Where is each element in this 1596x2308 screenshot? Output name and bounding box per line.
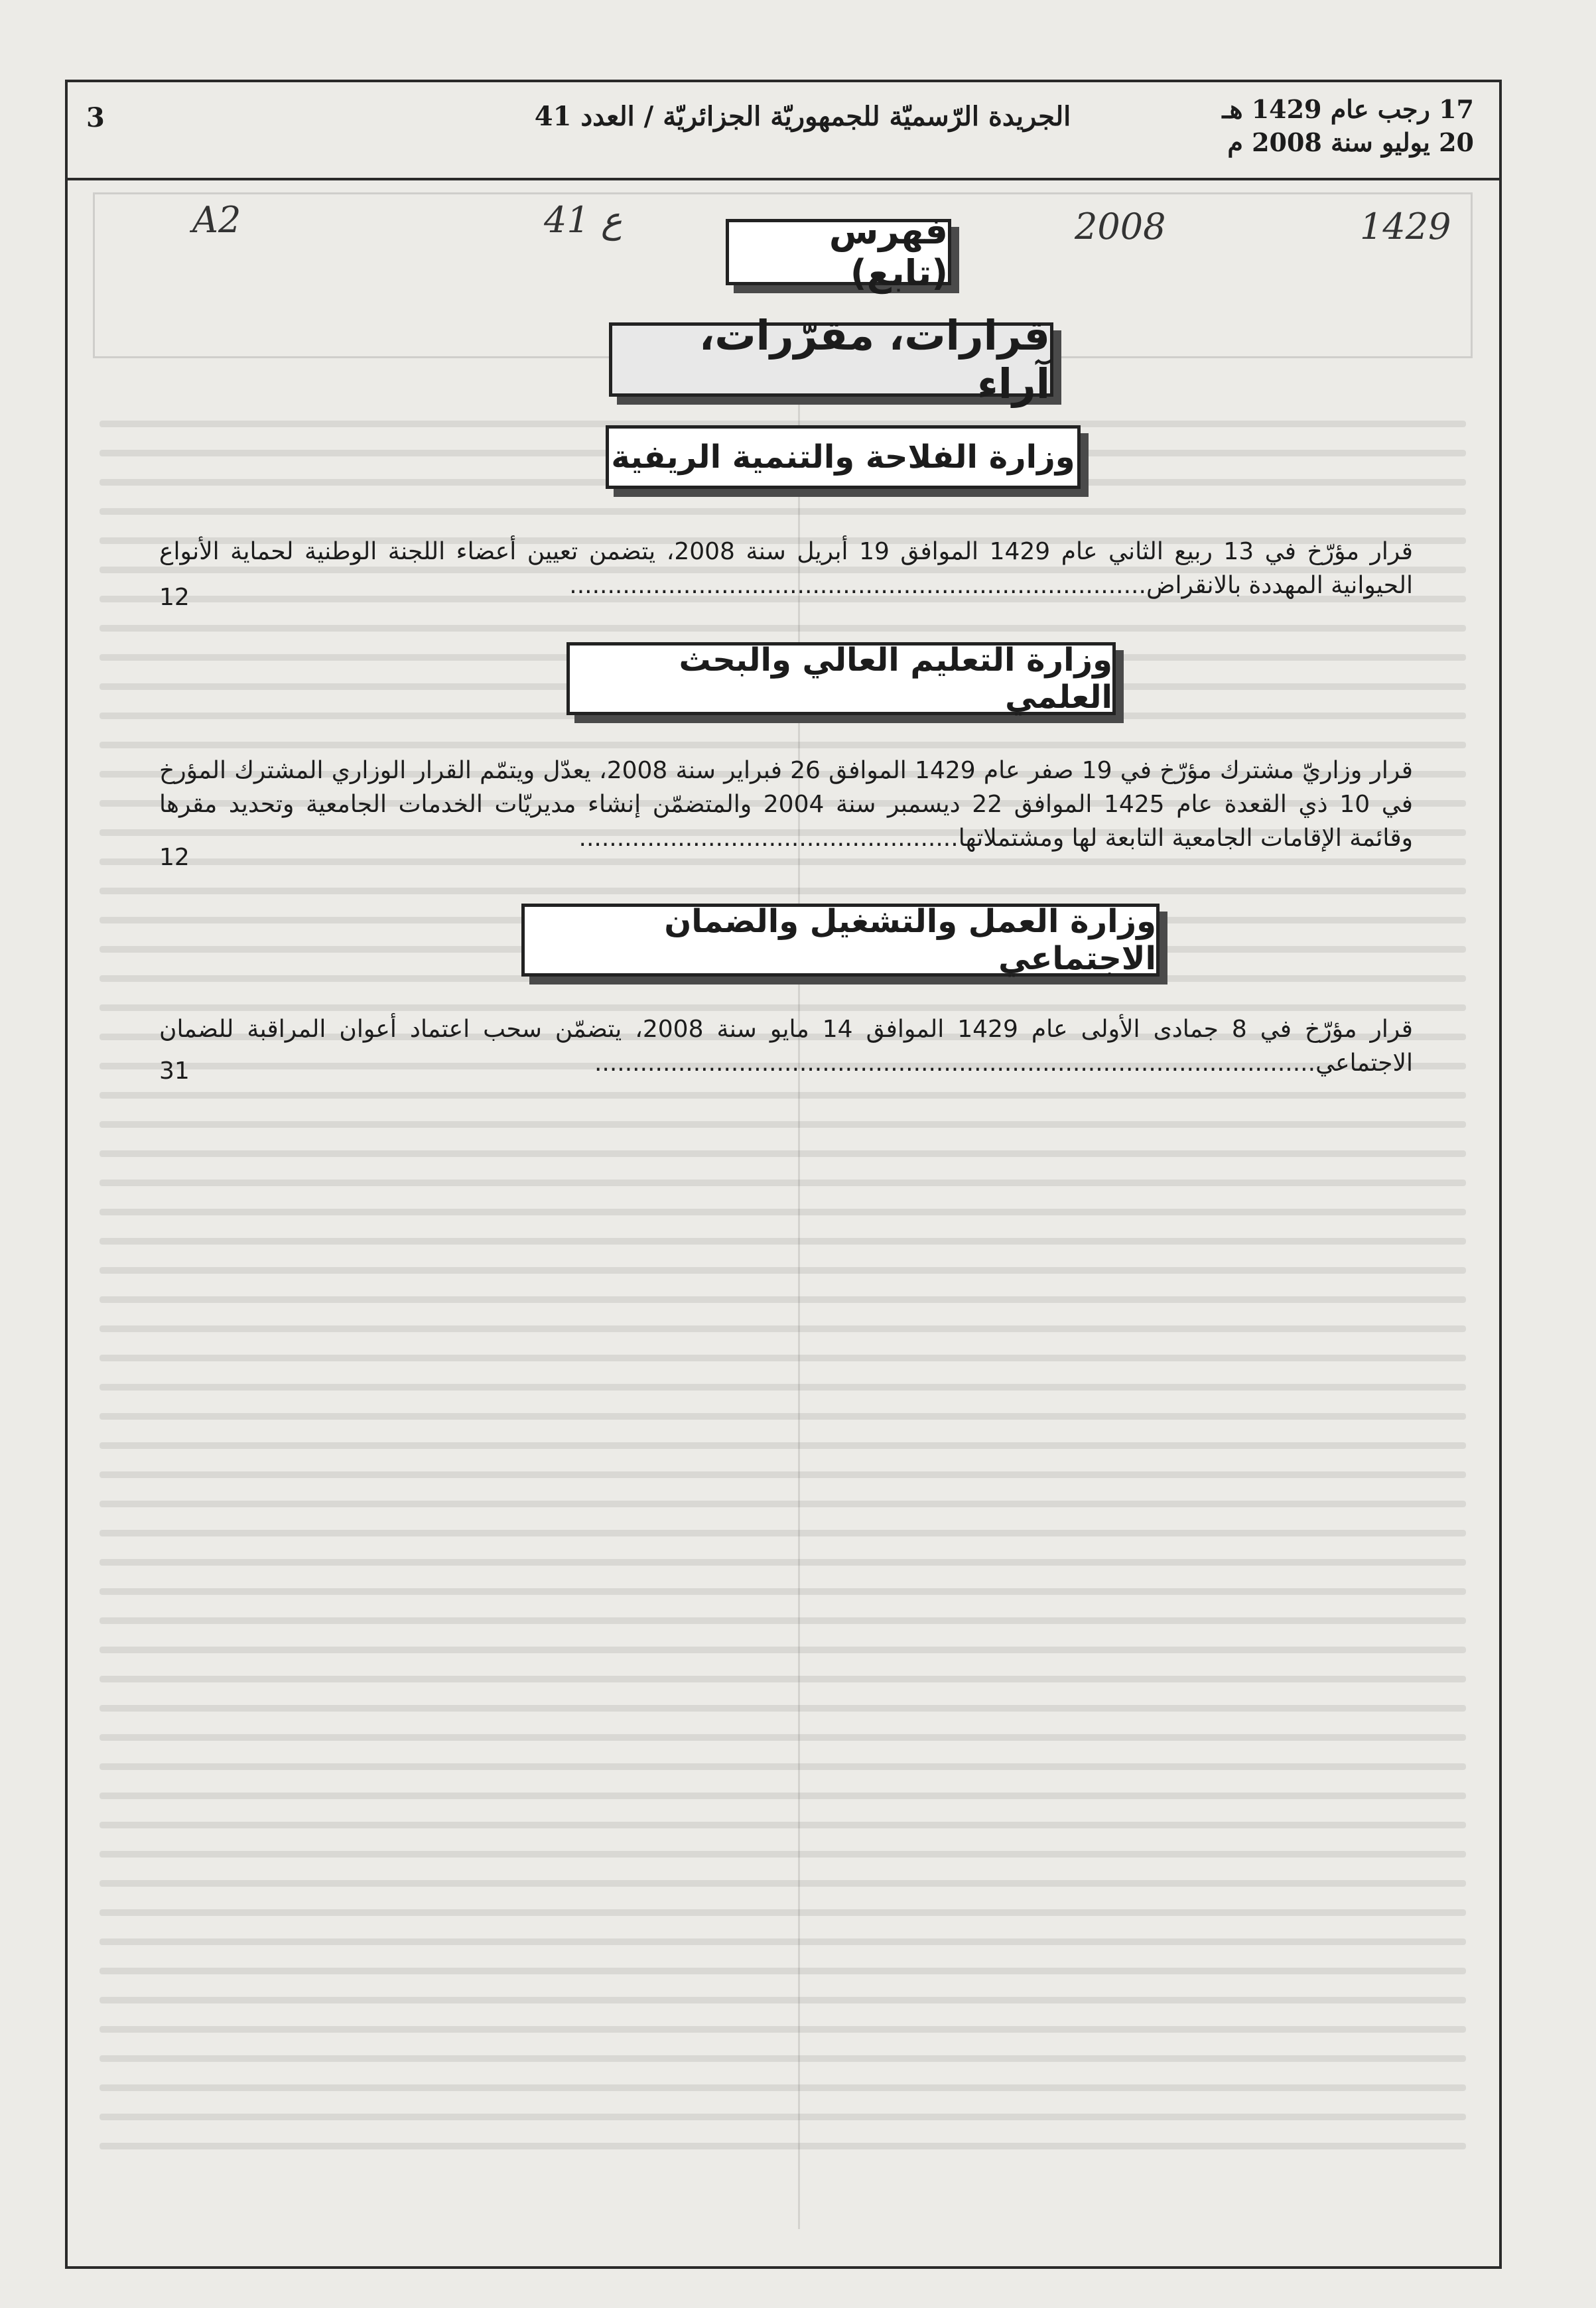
index-title-box [726, 210, 951, 294]
ministry-title-box [606, 425, 1081, 489]
handwritten-note-a2: A2 [192, 199, 241, 241]
index-entry: قرار مؤرّخ في 8 جمادى الأولى عام 1429 الموافق 14 مايو سنة 2008، يتضمّن سحب اعتماد أعوان المراقبة للضمان الاجتماعي............................................................................................... [159, 1016, 1413, 1077]
section-title-box [609, 311, 1053, 408]
entry-text: قرار مؤرّخ في 8 جمادى الأولى عام 1429 الموافق 14 مايو سنة 2008، يتضمّن سحب اعتماد أعوان المراقبة للضمان الاجتماعي [159, 1016, 1413, 1077]
header-date [1222, 93, 1474, 159]
header-date-hijri: 17 رجب عام 1429 هـ [1222, 94, 1474, 124]
handwritten-note-issue: ع 41 [544, 199, 623, 241]
index-entry: قرار وزاريّ مشترك مؤرّخ في 19 صفر عام 1429 الموافق 26 فبراير سنة 2008، يعدّل ويتمّم القرار الوزاري المشترك المؤرخ في 10 ذي القعدة عام 1425 الموافق 22 ديسمبر سنة 2004 والمتضمّن إنشاء مديريّات الخدمات الجامعية وتحديد مقرها وقائمة الإقامات الجامعية التابعة لها ومشتملاتها.................................................. [159, 757, 1413, 852]
section-title: قرارات، مقرّرات، آراء [698, 311, 1050, 408]
page-number: 3 [86, 102, 105, 133]
ministry-title: وزارة العمل والتشغيل والضمان الاجتماعي [664, 903, 1156, 977]
entry-text: قرار مؤرّخ في 13 ربيع الثاني عام 1429 الموافق 19 أبريل سنة 2008، يتضمن تعيين أعضاء اللجنة الوطنية لحماية الأنواع الحيوانية المهددة بالانقراض [159, 538, 1413, 599]
entry-page-number: 31 [159, 1057, 190, 1085]
index-entry: قرار مؤرّخ في 13 ربيع الثاني عام 1429 الموافق 19 أبريل سنة 2008، يتضمن تعيين أعضاء اللجنة الوطنية لحماية الأنواع الحيوانية المهددة بالانقراض............................................................................ [159, 538, 1413, 599]
ministry-title: وزارة الفلاحة والتنمية الريفية [611, 439, 1075, 476]
ministry-title-box [566, 642, 1116, 715]
entry-text: قرار وزاريّ مشترك مؤرّخ في 19 صفر عام 1429 الموافق 26 فبراير سنة 2008، يعدّل ويتمّم القرار الوزاري المشترك المؤرخ في 10 ذي القعدة عام 1425 الموافق 22 ديسمبر سنة 2004 والمتضمّن إنشاء مديريّات الخدمات الجامعية وتحديد مقرها وقائمة الإقامات الجامعية التابعة لها ومشتملاتها [159, 757, 1413, 852]
header-date-gregorian: 20 يوليو سنة 2008 م [1227, 127, 1474, 157]
handwritten-note-year-gregorian: 2008 [1075, 206, 1166, 247]
ministry-title: وزارة التعليم العالي والبحث العلمي [679, 642, 1112, 716]
entry-page-number: 12 [159, 844, 190, 871]
entry-page-number: 12 [159, 584, 190, 611]
gazette-title: الجريدة الرّسميّة للجمهوريّة الجزائريّة / العدد 41 [534, 101, 1071, 132]
handwritten-note-year-hijri: 1429 [1360, 206, 1451, 247]
ministry-title-box [521, 904, 1160, 977]
page-header [66, 81, 1500, 180]
index-title: فهرس (تابع) [829, 210, 948, 294]
